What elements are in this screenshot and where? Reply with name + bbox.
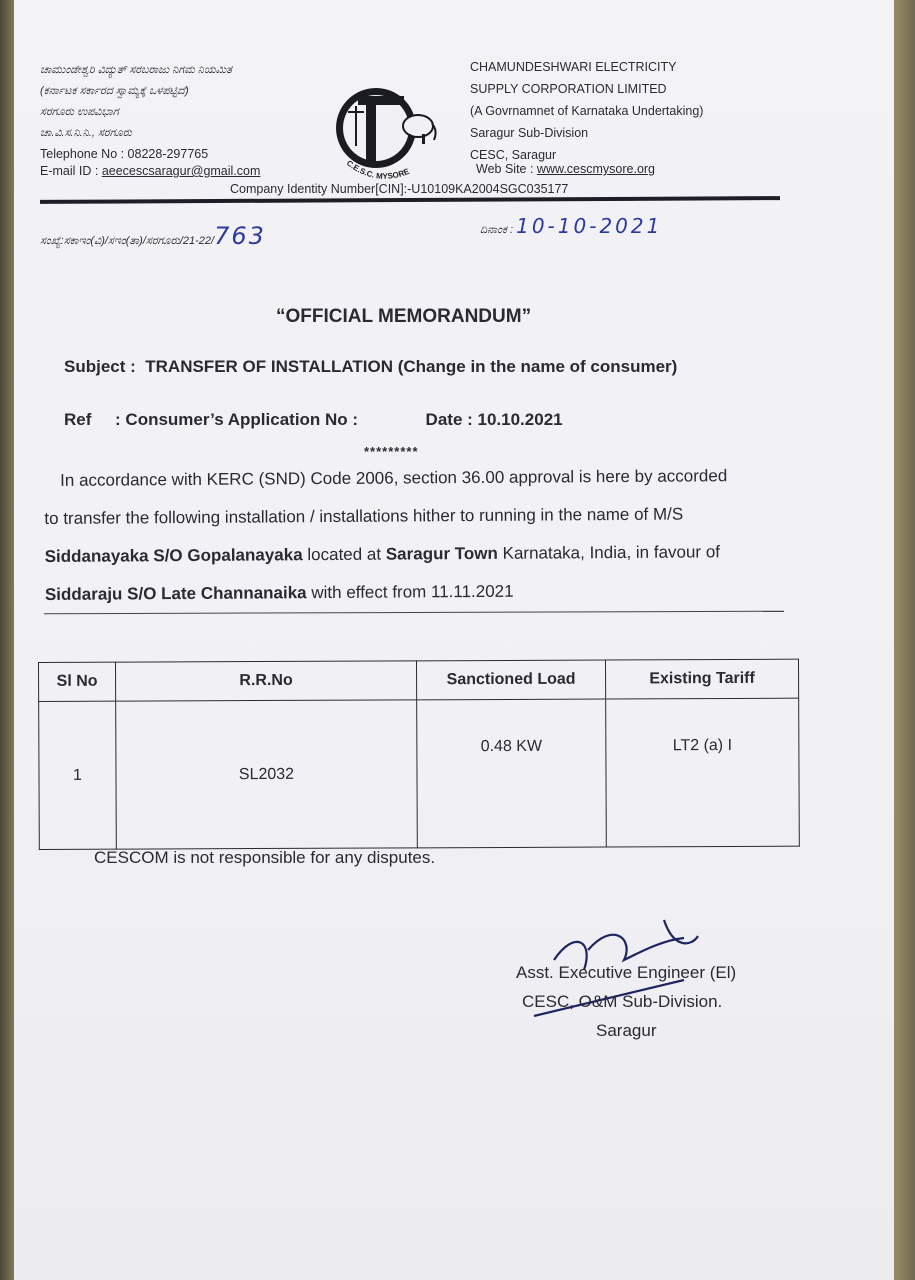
- signatory-office: CESC, O&M Sub-Division.: [522, 992, 723, 1011]
- website-label: Web Site :: [476, 162, 537, 176]
- disclaimer: CESCOM is not responsible for any disputes.: [94, 848, 436, 867]
- ref-prefix: ಸಂಖ್ಯೆ:ಸಕಾಇಂ(ವಿ)/ಸಇಂ(ತಾ)/ಸರಗೂರು/21-22/: [40, 235, 215, 247]
- contact-block: [40, 146, 260, 180]
- cin: Company Identity Number[CIN]:-U10109KA2004SGC035177: [230, 182, 569, 196]
- website-line: [476, 162, 655, 176]
- logo-text: C.E.S.C. MYSORE: [344, 158, 411, 181]
- kannada-line: ಚಾ.ವಿ.ಸ.ನಿ.ನಿ., ಸರಗೂರು: [40, 127, 132, 139]
- col-header: Sl No: [39, 662, 116, 701]
- ref-text: : Consumer’s Application No :: [115, 410, 359, 429]
- company-line: CESC, Saragur: [470, 148, 557, 162]
- table-cell: LT2 (a) I: [606, 698, 800, 847]
- col-header: R.R.No: [116, 661, 417, 701]
- header-divider: [40, 196, 780, 204]
- table-cell: 0.48 KW: [417, 699, 607, 848]
- telephone: Telephone No : 08228-297765: [40, 147, 209, 161]
- website-link[interactable]: www.cescmysore.org: [536, 162, 656, 176]
- col-header: Sanctioned Load: [416, 660, 605, 700]
- signatory-place: Saragur: [596, 1021, 657, 1040]
- separator-stars: *********: [364, 444, 419, 459]
- new-consumer: Siddaraju S/O Late Channanaika: [44, 583, 307, 604]
- ref-number-handwritten: 763: [214, 222, 266, 250]
- reference-line: [64, 410, 563, 430]
- kannada-header: [40, 60, 232, 144]
- reference-number: [40, 222, 266, 250]
- kannada-line: ಸರಗೂರು ಉಪವಿಭಾಗ: [40, 106, 119, 118]
- body-line: In accordance with KERC (SND) Code 2006, section 36.00 approval is here by accorded: [60, 466, 728, 490]
- email-link[interactable]: aeecescsaragur@gmail.com: [101, 164, 261, 178]
- body-line: [45, 571, 805, 614]
- cesc-logo: [318, 76, 458, 186]
- installation-table: [38, 659, 800, 850]
- date-handwritten: 10-10-2021: [516, 214, 663, 238]
- company-line: SUPPLY CORPORATION LIMITED: [470, 82, 667, 96]
- body-line: to transfer the following installation / installations hither to running in the name of M/S: [44, 504, 684, 528]
- signature-block: [516, 958, 736, 1045]
- email-label: E-mail ID :: [40, 164, 102, 178]
- subject-label: Subject :: [64, 357, 136, 376]
- company-line: (A Govrnamnet of Karnataka Undertaking): [470, 104, 704, 118]
- ref-label: Ref: [64, 410, 92, 429]
- body-line: [45, 533, 805, 576]
- body-text: Karnataka, India, in favour of: [497, 542, 721, 563]
- subject-line: [64, 357, 677, 377]
- table-row: [39, 698, 800, 849]
- current-consumer: Siddanayaka S/O Gopalanayaka: [44, 545, 303, 566]
- page-title: “OFFICIAL MEMORANDUM”: [276, 306, 532, 327]
- memo-body: [44, 457, 805, 614]
- kannada-line: (ಕರ್ನಾಟಕ ಸರ್ಕಾರದ ಸ್ವಾಮ್ಯಕ್ಕೆ ಒಳಪಟ್ಟಿದೆ): [40, 85, 189, 97]
- table-cell: 1: [39, 701, 117, 849]
- table-header-row: [39, 659, 799, 701]
- kannada-line: ಚಾಮುಂಡೇಶ್ವರಿ ವಿದ್ಯುತ್ ಸರಬರಾಜು ನಿಗಮ ನಿಯಮಿತ: [40, 64, 232, 76]
- table-cell: SL2032: [116, 700, 418, 849]
- issue-date: [480, 214, 662, 238]
- company-line: Saragur Sub-Division: [470, 126, 589, 140]
- ref-date-label: Date :: [425, 410, 473, 429]
- location: Saragur Town: [385, 543, 498, 564]
- ref-date: 10.10.2021: [477, 410, 563, 429]
- body-text: with effect from 11.11.2021: [306, 581, 514, 603]
- subject-extra: (Change in the name of consumer): [397, 357, 678, 376]
- date-prefix: ದಿನಾಂಕ :: [480, 224, 514, 236]
- memo-page: [14, 0, 894, 1280]
- body-text: located at: [302, 544, 386, 565]
- col-header: Existing Tariff: [605, 659, 798, 699]
- email-line: [40, 163, 260, 180]
- company-line: CHAMUNDESHWARI ELECTRICITY: [470, 60, 677, 74]
- subject-text: TRANSFER OF INSTALLATION: [145, 357, 393, 376]
- signatory-title: Asst. Executive Engineer (El): [516, 963, 737, 982]
- english-header: [470, 56, 703, 166]
